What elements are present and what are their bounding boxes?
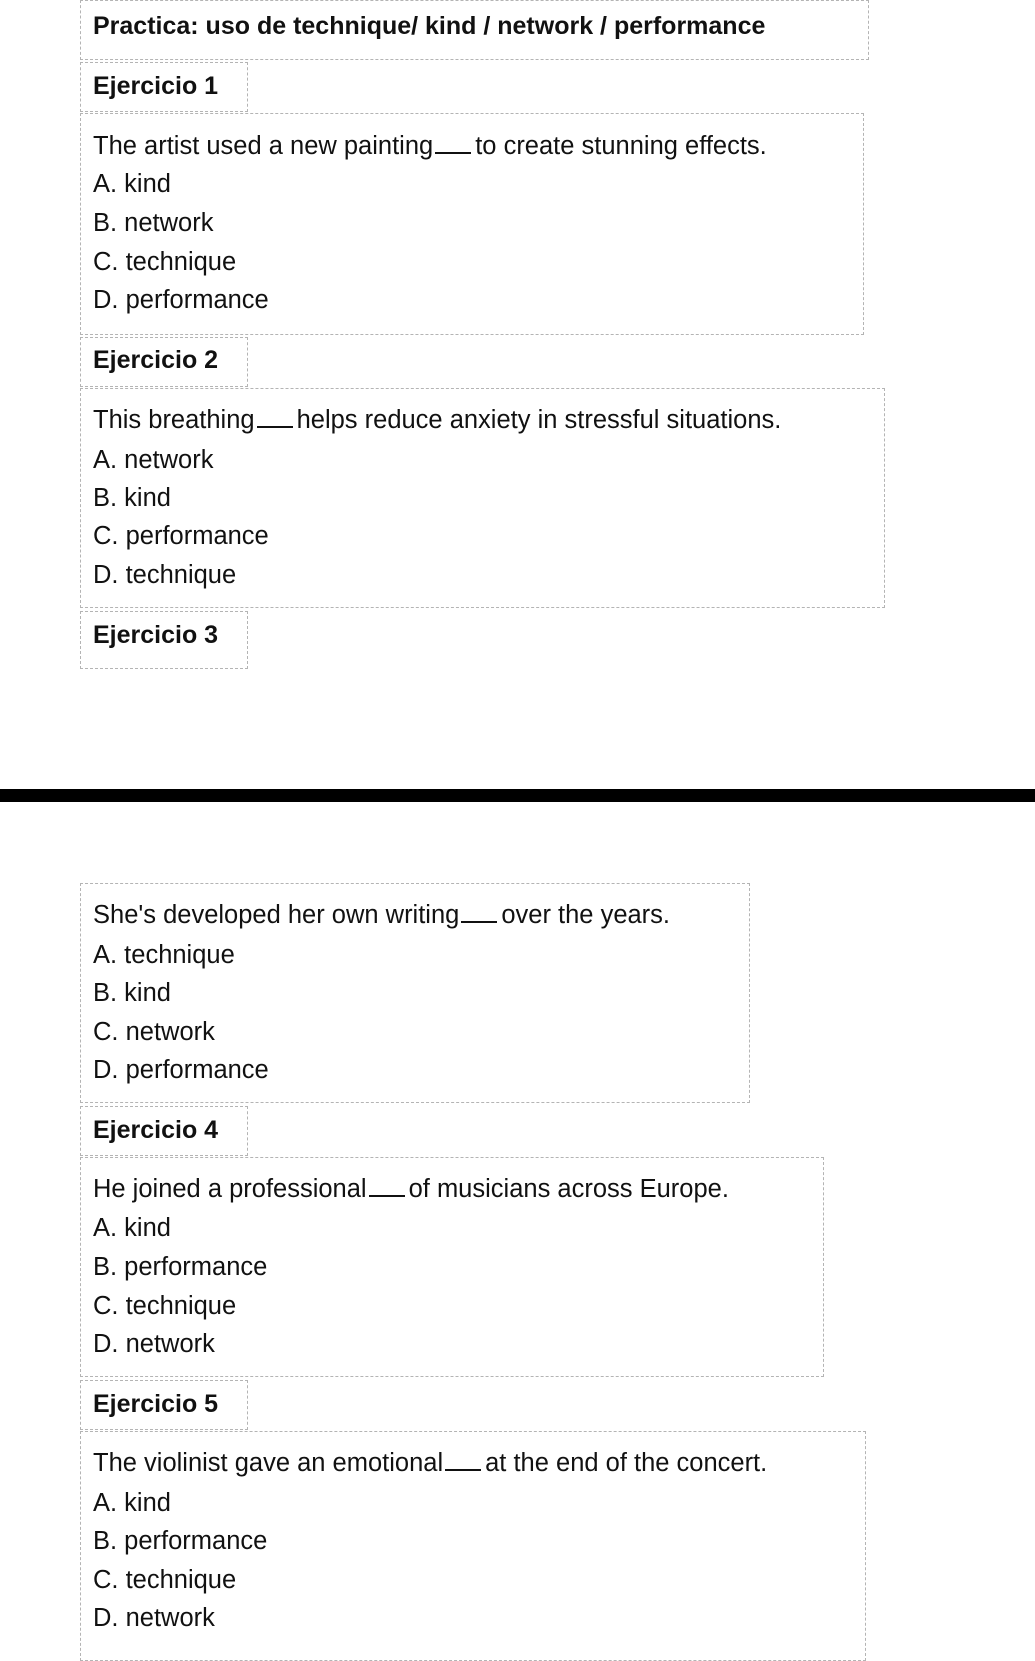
answer-blank <box>435 152 471 154</box>
exercise-heading-5: Ejercicio 5 <box>93 1390 219 1418</box>
question-3-pre: She's developed her own writing <box>93 901 460 929</box>
question-3 <box>93 901 670 930</box>
option-1b: B. network <box>93 209 214 237</box>
option-5a: A. kind <box>93 1489 171 1517</box>
option-5b: B. performance <box>93 1527 268 1555</box>
answer-blank <box>461 921 497 923</box>
answer-blank <box>257 426 293 428</box>
option-4d: D. network <box>93 1330 215 1358</box>
exercise-heading-2: Ejercicio 2 <box>93 346 219 374</box>
option-3c: C. network <box>93 1018 215 1046</box>
question-1-pre: The artist used a new painting <box>93 132 434 160</box>
option-2c: C. performance <box>93 522 269 550</box>
option-3a: A. technique <box>93 941 235 969</box>
question-4-post: of musicians across Europe. <box>408 1175 729 1203</box>
exercise-heading-4: Ejercicio 4 <box>93 1116 219 1144</box>
option-2b: B. kind <box>93 484 171 512</box>
option-1c: C. technique <box>93 248 237 276</box>
question-4 <box>93 1175 729 1204</box>
option-2a: A. network <box>93 446 214 474</box>
option-3b: B. kind <box>93 979 171 1007</box>
question-1-post: to create stunning effects. <box>475 132 767 160</box>
page-divider <box>0 789 1035 802</box>
answer-blank <box>369 1195 405 1197</box>
exercise-heading-1: Ejercicio 1 <box>93 72 219 100</box>
option-3d: D. performance <box>93 1056 269 1084</box>
question-2 <box>93 406 781 435</box>
option-2d: D. technique <box>93 561 237 589</box>
option-5c: C. technique <box>93 1566 237 1594</box>
question-5-pre: The violinist gave an emotional <box>93 1449 444 1477</box>
option-4b: B. performance <box>93 1253 268 1281</box>
exercise-heading-3: Ejercicio 3 <box>93 621 219 649</box>
question-4-pre: He joined a professional <box>93 1175 367 1203</box>
page-title: Practica: uso de technique/ kind / network / performance <box>93 12 766 40</box>
question-2-post: helps reduce anxiety in stressful situations. <box>296 406 782 434</box>
option-4a: A. kind <box>93 1214 171 1242</box>
question-5 <box>93 1449 767 1478</box>
question-2-pre: This breathing <box>93 406 255 434</box>
option-4c: C. technique <box>93 1292 237 1320</box>
option-5d: D. network <box>93 1604 215 1632</box>
option-1a: A. kind <box>93 170 171 198</box>
question-1 <box>93 132 767 161</box>
answer-blank <box>445 1469 481 1471</box>
question-5-post: at the end of the concert. <box>485 1449 768 1477</box>
option-1d: D. performance <box>93 286 269 314</box>
question-3-post: over the years. <box>501 901 671 929</box>
